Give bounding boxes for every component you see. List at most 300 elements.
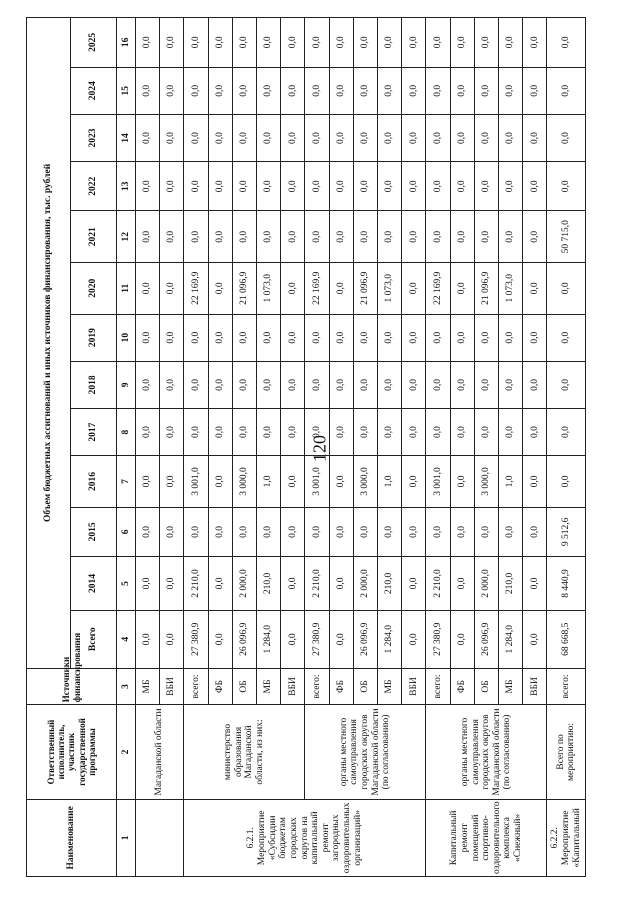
value-cell: 0,0 <box>547 314 586 361</box>
value-cell: 0,0 <box>329 263 353 315</box>
value-cell: 0,0 <box>474 507 498 556</box>
value-cell: 0,0 <box>281 408 305 455</box>
value-cell: 0,0 <box>523 408 547 455</box>
value-cell: 0,0 <box>160 314 184 361</box>
value-cell: 0,0 <box>160 67 184 114</box>
value-cell: 0,0 <box>160 456 184 508</box>
value-cell: 0,0 <box>329 408 353 455</box>
value-cell: 0,0 <box>305 114 329 161</box>
value-cell: 27 380,9 <box>305 610 329 668</box>
value-cell: 0,0 <box>208 67 232 114</box>
column-number: 12 <box>117 211 136 263</box>
value-cell: 0,0 <box>426 114 450 161</box>
value-cell: 0,0 <box>232 211 256 263</box>
value-cell: 0,0 <box>281 18 305 68</box>
value-cell: 0,0 <box>281 456 305 508</box>
value-cell: 0,0 <box>474 162 498 211</box>
value-cell: 0,0 <box>450 408 474 455</box>
header-total: Всего <box>71 610 117 668</box>
source-cell: МБ <box>257 668 281 705</box>
source-cell: ФБ <box>329 668 353 705</box>
value-cell: 0,0 <box>402 507 426 556</box>
value-cell: 0,0 <box>353 162 377 211</box>
value-cell: 2 000,0 <box>232 557 256 611</box>
value-cell: 2 210,0 <box>184 557 208 611</box>
name-cell <box>136 799 184 876</box>
executor-cell: министерство образования Магаданской области, из них: <box>184 705 305 799</box>
value-cell: 0,0 <box>184 408 208 455</box>
value-cell: 0,0 <box>257 507 281 556</box>
value-cell: 0,0 <box>136 314 160 361</box>
value-cell: 2 000,0 <box>353 557 377 611</box>
value-cell: 0,0 <box>450 162 474 211</box>
value-cell: 0,0 <box>378 314 402 361</box>
value-cell: 0,0 <box>378 114 402 161</box>
value-cell: 0,0 <box>329 314 353 361</box>
value-cell: 0,0 <box>499 162 523 211</box>
value-cell: 0,0 <box>426 162 450 211</box>
source-cell: ФБ <box>208 668 232 705</box>
value-cell: 0,0 <box>499 361 523 408</box>
header-year: 2014 <box>71 557 117 611</box>
value-cell: 0,0 <box>523 361 547 408</box>
value-cell: 0,0 <box>281 162 305 211</box>
value-cell: 0,0 <box>474 314 498 361</box>
value-cell: 0,0 <box>499 507 523 556</box>
column-number: 16 <box>117 18 136 68</box>
value-cell: 0,0 <box>329 162 353 211</box>
value-cell: 1 073,0 <box>257 263 281 315</box>
value-cell: 210,0 <box>378 557 402 611</box>
value-cell: 1,0 <box>257 456 281 508</box>
value-cell: 0,0 <box>184 18 208 68</box>
column-number: 10 <box>117 314 136 361</box>
value-cell: 0,0 <box>353 361 377 408</box>
header-year: 2023 <box>71 114 117 161</box>
value-cell: 1 073,0 <box>499 263 523 315</box>
value-cell: 0,0 <box>402 67 426 114</box>
value-cell: 0,0 <box>353 314 377 361</box>
value-cell: 0,0 <box>499 211 523 263</box>
value-cell: 0,0 <box>136 67 160 114</box>
value-cell: 0,0 <box>184 211 208 263</box>
value-cell: 0,0 <box>257 67 281 114</box>
value-cell: 0,0 <box>184 114 208 161</box>
executor-cell: Магаданской области <box>136 705 184 799</box>
value-cell: 0,0 <box>523 610 547 668</box>
value-cell: 0,0 <box>402 314 426 361</box>
value-cell: 0,0 <box>281 507 305 556</box>
executor-cell: органы местного самоуправления городских округов Магаданской области (по согласованию) <box>426 705 547 799</box>
value-cell: 0,0 <box>353 507 377 556</box>
value-cell: 0,0 <box>232 162 256 211</box>
value-cell: 0,0 <box>402 610 426 668</box>
value-cell: 0,0 <box>523 211 547 263</box>
value-cell: 0,0 <box>281 114 305 161</box>
value-cell: 0,0 <box>281 263 305 315</box>
value-cell: 0,0 <box>450 263 474 315</box>
value-cell: 0,0 <box>136 507 160 556</box>
value-cell: 0,0 <box>353 408 377 455</box>
value-cell: 0,0 <box>281 361 305 408</box>
value-cell: 0,0 <box>232 507 256 556</box>
value-cell: 0,0 <box>208 507 232 556</box>
value-cell: 0,0 <box>208 263 232 315</box>
value-cell: 0,0 <box>184 314 208 361</box>
value-cell: 0,0 <box>378 211 402 263</box>
value-cell: 0,0 <box>499 67 523 114</box>
value-cell: 0,0 <box>329 361 353 408</box>
table-row <box>136 18 160 877</box>
header-year: 2020 <box>71 263 117 315</box>
value-cell: 0,0 <box>523 67 547 114</box>
value-cell: 27 380,9 <box>426 610 450 668</box>
source-cell: МБ <box>378 668 402 705</box>
name-cell: 6.2.1. Мероприятие «Субсидии бюджетам городских округов на капитальный ремонт загородных оздоровительных организаций» <box>184 799 426 876</box>
column-number: 13 <box>117 162 136 211</box>
value-cell: 0,0 <box>136 408 160 455</box>
value-cell: 0,0 <box>353 18 377 68</box>
value-cell: 0,0 <box>450 507 474 556</box>
column-number: 1 <box>117 799 136 876</box>
table-row <box>547 18 586 877</box>
value-cell: 0,0 <box>402 211 426 263</box>
name-cell: Капитальный ремонт помещений спортивно-оздоровительного комплекса «Снежный» <box>426 799 547 876</box>
value-cell: 0,0 <box>523 314 547 361</box>
value-cell: 0,0 <box>208 456 232 508</box>
value-cell: 0,0 <box>184 507 208 556</box>
value-cell: 0,0 <box>232 408 256 455</box>
value-cell: 0,0 <box>402 162 426 211</box>
column-number: 9 <box>117 361 136 408</box>
value-cell: 0,0 <box>402 557 426 611</box>
source-cell: МБ <box>136 668 160 705</box>
header-source: Источники финансирования <box>27 668 117 705</box>
value-cell: 0,0 <box>378 408 402 455</box>
value-cell: 210,0 <box>257 557 281 611</box>
value-cell: 1 073,0 <box>378 263 402 315</box>
value-cell: 0,0 <box>547 114 586 161</box>
value-cell: 0,0 <box>426 18 450 68</box>
value-cell: 0,0 <box>450 610 474 668</box>
value-cell: 0,0 <box>474 211 498 263</box>
source-cell: всего: <box>547 668 586 705</box>
value-cell: 26 096,9 <box>232 610 256 668</box>
value-cell: 0,0 <box>474 408 498 455</box>
value-cell: 50 715,0 <box>547 211 586 263</box>
value-cell: 0,0 <box>136 610 160 668</box>
value-cell: 0,0 <box>281 211 305 263</box>
value-cell: 0,0 <box>208 162 232 211</box>
column-number: 11 <box>117 263 136 315</box>
value-cell: 0,0 <box>136 162 160 211</box>
value-cell: 0,0 <box>208 18 232 68</box>
header-year: 2017 <box>71 408 117 455</box>
value-cell: 0,0 <box>474 67 498 114</box>
value-cell: 9 512,6 <box>547 507 586 556</box>
value-cell: 0,0 <box>402 18 426 68</box>
value-cell: 0,0 <box>136 456 160 508</box>
column-number: 2 <box>117 705 136 799</box>
source-cell: ФБ <box>450 668 474 705</box>
value-cell: 0,0 <box>160 162 184 211</box>
source-cell: ВБИ <box>402 668 426 705</box>
value-cell: 0,0 <box>305 361 329 408</box>
executor-cell: Всего по мероприятию: <box>547 705 586 799</box>
source-cell: ВБИ <box>523 668 547 705</box>
value-cell: 0,0 <box>547 18 586 68</box>
value-cell: 0,0 <box>499 314 523 361</box>
value-cell: 0,0 <box>474 114 498 161</box>
value-cell: 0,0 <box>450 114 474 161</box>
header-year: 2015 <box>71 507 117 556</box>
value-cell: 0,0 <box>136 557 160 611</box>
value-cell: 21 096,9 <box>232 263 256 315</box>
rotated-table-frame <box>26 17 586 877</box>
value-cell: 0,0 <box>208 114 232 161</box>
value-cell: 0,0 <box>160 361 184 408</box>
table-row <box>426 18 450 877</box>
value-cell: 3 000,0 <box>232 456 256 508</box>
column-number: 3 <box>117 668 136 705</box>
value-cell: 0,0 <box>136 361 160 408</box>
column-number: 6 <box>117 507 136 556</box>
header-name: Наименование <box>27 799 117 876</box>
value-cell: 0,0 <box>160 557 184 611</box>
value-cell: 68 668,5 <box>547 610 586 668</box>
value-cell: 0,0 <box>402 456 426 508</box>
value-cell: 0,0 <box>257 114 281 161</box>
value-cell: 0,0 <box>402 114 426 161</box>
value-cell: 0,0 <box>378 67 402 114</box>
header-year: 2019 <box>71 314 117 361</box>
value-cell: 3 001,0 <box>305 456 329 508</box>
value-cell: 0,0 <box>184 361 208 408</box>
value-cell: 0,0 <box>329 114 353 161</box>
value-cell: 0,0 <box>208 314 232 361</box>
column-number: 4 <box>117 610 136 668</box>
value-cell: 0,0 <box>136 18 160 68</box>
value-cell: 0,0 <box>547 162 586 211</box>
value-cell: 210,0 <box>499 557 523 611</box>
value-cell: 0,0 <box>281 67 305 114</box>
value-cell: 26 096,9 <box>474 610 498 668</box>
value-cell: 0,0 <box>305 67 329 114</box>
value-cell: 0,0 <box>160 263 184 315</box>
value-cell: 2 210,0 <box>305 557 329 611</box>
value-cell: 1 284,0 <box>257 610 281 668</box>
value-cell: 0,0 <box>232 18 256 68</box>
value-cell: 22 169,9 <box>426 263 450 315</box>
header-year: 2025 <box>71 18 117 68</box>
value-cell: 0,0 <box>257 162 281 211</box>
value-cell: 0,0 <box>208 557 232 611</box>
value-cell: 1 284,0 <box>378 610 402 668</box>
header-year: 2018 <box>71 361 117 408</box>
value-cell: 0,0 <box>499 114 523 161</box>
value-cell: 1,0 <box>378 456 402 508</box>
source-cell: ВБИ <box>160 668 184 705</box>
value-cell: 3 001,0 <box>426 456 450 508</box>
value-cell: 22 169,9 <box>305 263 329 315</box>
value-cell: 0,0 <box>426 507 450 556</box>
header-year: 2016 <box>71 456 117 508</box>
value-cell: 0,0 <box>426 361 450 408</box>
name-cell: 6.2.2. Мероприятие «Капитальный <box>547 799 586 876</box>
value-cell: 0,0 <box>257 314 281 361</box>
page-number: 120 <box>309 435 330 462</box>
value-cell: 0,0 <box>378 18 402 68</box>
value-cell: 0,0 <box>450 211 474 263</box>
table-row <box>184 18 208 877</box>
value-cell: 0,0 <box>402 408 426 455</box>
value-cell: 0,0 <box>450 314 474 361</box>
value-cell: 0,0 <box>305 507 329 556</box>
value-cell: 0,0 <box>426 314 450 361</box>
value-cell: 2 000,0 <box>474 557 498 611</box>
value-cell: 0,0 <box>523 456 547 508</box>
value-cell: 0,0 <box>160 114 184 161</box>
value-cell: 21 096,9 <box>474 263 498 315</box>
value-cell: 0,0 <box>329 557 353 611</box>
header-year: 2022 <box>71 162 117 211</box>
value-cell: 0,0 <box>523 162 547 211</box>
value-cell: 3 000,0 <box>353 456 377 508</box>
value-cell: 0,0 <box>450 456 474 508</box>
header-executor: Ответственный исполнитель, участник государственной программы <box>27 705 117 799</box>
source-cell: МБ <box>499 668 523 705</box>
value-cell: 0,0 <box>257 211 281 263</box>
value-cell: 0,0 <box>499 408 523 455</box>
value-cell: 0,0 <box>281 557 305 611</box>
value-cell: 0,0 <box>450 557 474 611</box>
value-cell: 27 380,9 <box>184 610 208 668</box>
header-volume: Объем бюджетных ассигнований и иных источников финансирования, тыс. рублей <box>27 18 71 669</box>
value-cell: 0,0 <box>547 456 586 508</box>
value-cell: 0,0 <box>378 361 402 408</box>
value-cell: 1 284,0 <box>499 610 523 668</box>
value-cell: 0,0 <box>426 408 450 455</box>
value-cell: 0,0 <box>523 507 547 556</box>
value-cell: 0,0 <box>305 408 329 455</box>
value-cell: 0,0 <box>329 507 353 556</box>
value-cell: 0,0 <box>257 18 281 68</box>
column-number: 14 <box>117 114 136 161</box>
source-cell: всего: <box>184 668 208 705</box>
value-cell: 0,0 <box>329 610 353 668</box>
value-cell: 0,0 <box>450 18 474 68</box>
value-cell: 3 000,0 <box>474 456 498 508</box>
source-cell: ОБ <box>232 668 256 705</box>
value-cell: 0,0 <box>450 361 474 408</box>
value-cell: 0,0 <box>305 314 329 361</box>
value-cell: 0,0 <box>208 610 232 668</box>
value-cell: 0,0 <box>305 211 329 263</box>
source-cell: ОБ <box>474 668 498 705</box>
column-number: 15 <box>117 67 136 114</box>
value-cell: 0,0 <box>184 67 208 114</box>
value-cell: 26 096,9 <box>353 610 377 668</box>
header-year: 2024 <box>71 67 117 114</box>
value-cell: 0,0 <box>232 67 256 114</box>
value-cell: 0,0 <box>547 263 586 315</box>
value-cell: 0,0 <box>547 67 586 114</box>
value-cell: 0,0 <box>426 211 450 263</box>
table-row <box>305 18 329 877</box>
value-cell: 0,0 <box>402 361 426 408</box>
value-cell: 0,0 <box>232 114 256 161</box>
value-cell: 0,0 <box>523 263 547 315</box>
value-cell: 0,0 <box>281 314 305 361</box>
value-cell: 0,0 <box>136 263 160 315</box>
value-cell: 0,0 <box>474 18 498 68</box>
value-cell: 0,0 <box>232 314 256 361</box>
value-cell: 0,0 <box>160 211 184 263</box>
column-number: 5 <box>117 557 136 611</box>
value-cell: 1,0 <box>499 456 523 508</box>
value-cell: 0,0 <box>257 361 281 408</box>
value-cell: 0,0 <box>547 361 586 408</box>
value-cell: 8 440,9 <box>547 557 586 611</box>
source-cell: ВБИ <box>281 668 305 705</box>
value-cell: 0,0 <box>329 18 353 68</box>
value-cell: 2 210,0 <box>426 557 450 611</box>
value-cell: 0,0 <box>329 67 353 114</box>
financing-table <box>26 17 586 877</box>
source-cell: всего: <box>305 668 329 705</box>
column-number: 7 <box>117 456 136 508</box>
value-cell: 0,0 <box>232 361 256 408</box>
column-number: 8 <box>117 408 136 455</box>
value-cell: 0,0 <box>402 263 426 315</box>
value-cell: 0,0 <box>499 18 523 68</box>
source-cell: всего: <box>426 668 450 705</box>
value-cell: 0,0 <box>208 211 232 263</box>
value-cell: 0,0 <box>378 507 402 556</box>
value-cell: 0,0 <box>353 114 377 161</box>
value-cell: 0,0 <box>474 361 498 408</box>
value-cell: 0,0 <box>160 507 184 556</box>
value-cell: 0,0 <box>305 18 329 68</box>
value-cell: 0,0 <box>523 114 547 161</box>
value-cell: 0,0 <box>426 67 450 114</box>
value-cell: 0,0 <box>378 162 402 211</box>
value-cell: 0,0 <box>523 557 547 611</box>
value-cell: 3 001,0 <box>184 456 208 508</box>
header-year: 2021 <box>71 211 117 263</box>
value-cell: 0,0 <box>281 610 305 668</box>
value-cell: 0,0 <box>523 18 547 68</box>
value-cell: 0,0 <box>160 610 184 668</box>
value-cell: 0,0 <box>305 162 329 211</box>
value-cell: 0,0 <box>329 211 353 263</box>
value-cell: 0,0 <box>184 162 208 211</box>
source-cell: ОБ <box>353 668 377 705</box>
value-cell: 0,0 <box>329 456 353 508</box>
column-numbers-row <box>117 18 136 877</box>
value-cell: 21 096,9 <box>353 263 377 315</box>
value-cell: 0,0 <box>160 18 184 68</box>
executor-cell: органы местного самоуправления городских округов Магаданской области (по согласованию) <box>305 705 426 799</box>
value-cell: 0,0 <box>208 408 232 455</box>
value-cell: 0,0 <box>547 408 586 455</box>
value-cell: 22 169,9 <box>184 263 208 315</box>
value-cell: 0,0 <box>257 408 281 455</box>
value-cell: 0,0 <box>353 211 377 263</box>
value-cell: 0,0 <box>208 361 232 408</box>
value-cell: 0,0 <box>160 408 184 455</box>
value-cell: 0,0 <box>136 114 160 161</box>
